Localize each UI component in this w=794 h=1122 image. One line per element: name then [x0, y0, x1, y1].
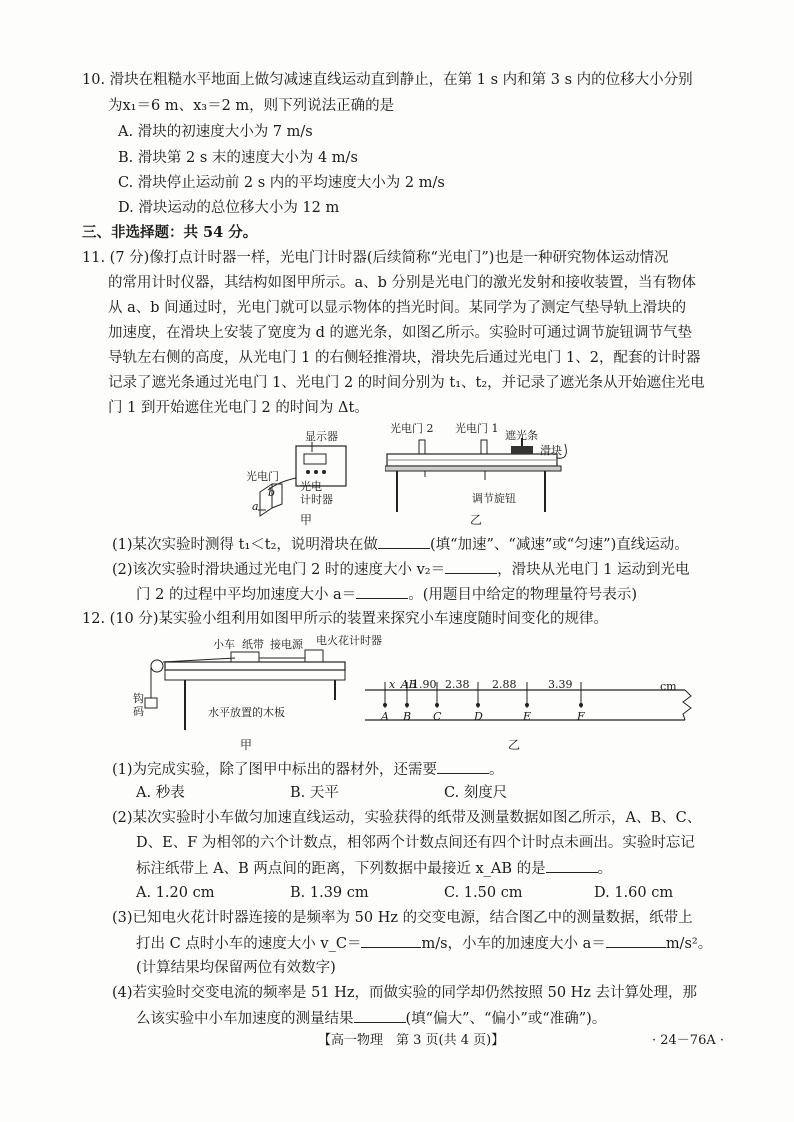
q12-part2-d: D. 1.60 cm: [594, 885, 674, 901]
q11-stem-line1: 11. (7 分)像打点计时器一样，光电门计时器(后续简称“光电门”)也是一种研究物体运动情况: [82, 250, 669, 266]
q12-part4-line1: (4)若实验时交变电流的频率是 51 Hz，而做实验的同学却仍然按照 50 Hz 去计算处理，那: [112, 985, 698, 1001]
q12-part4-line2: 么该实验中小车加速度的测量结果 (填“偏大”、“偏小”或“准确”)。: [136, 1008, 606, 1029]
q11-stem-line7: 门 1 到开始遮住光电门 2 的时间为 Δt。: [108, 400, 369, 416]
q12-part1-c: C. 刻度尺: [444, 785, 508, 801]
page-footer: 【高一物理 第 3 页(共 4 页)】: [318, 1033, 505, 1048]
q11-part2-line2: 门 2 的过程中平均加速度大小 a＝ 。(用题目中给定的物理量符号表示): [136, 584, 637, 605]
q10-stem-line1: 10. 滑块在粗糙水平地面上做匀减速直线运动直到静止，在第 1 s 内和第 3 s 内的位移大小分别: [82, 72, 693, 88]
label-gate2: 光电门 2: [390, 422, 434, 435]
q11-stem-line6: 记录了遮光条通过光电门 1、光电门 2 的时间分别为 t₁、t₂，并记录了遮光条从开始遮住光电: [108, 375, 705, 391]
label-timer-2: 计时器: [300, 493, 333, 506]
q12-part1-a: A. 秒表: [136, 785, 185, 801]
label-power: 接电源: [270, 638, 303, 651]
q11-stem-line2: 的常用计时仪器，其结构如图甲所示。a、b 分别是光电门的激光发射和接收装置，当有物体: [108, 275, 697, 291]
q12-part1-b: B. 天平: [290, 785, 339, 801]
caption-jia: 甲: [300, 513, 313, 527]
q12-part2-c: C. 1.50 cm: [444, 885, 523, 901]
label-gate1: 光电门 1: [455, 422, 499, 435]
label-tape: 纸带: [242, 638, 264, 651]
caption-yi-12: 乙: [508, 738, 521, 752]
tape-unit: cm: [660, 680, 677, 693]
tape-d2: 2.38: [445, 678, 470, 691]
label-timer-1: 光电: [300, 480, 322, 493]
tape-point-d: D: [474, 710, 483, 723]
tape-d4: 3.39: [548, 678, 573, 691]
q12-part2-a: A. 1.20 cm: [136, 885, 215, 901]
label-car: 小车: [213, 638, 235, 651]
q12-part3-line2: 打出 C 点时小车的速度大小 v_C＝ m/s，小车的加速度大小 a＝ m/s²。: [136, 933, 712, 954]
q12-part2-b: B. 1.39 cm: [290, 885, 369, 901]
label-slider: 滑块: [540, 444, 562, 457]
q12-part3-line3: (计算结果均保留两位有效数字): [136, 960, 336, 976]
q11-part2-line1: (2)该次实验时滑块通过光电门 2 时的速度大小 v₂＝ ，滑块从光电门 1 运动到光电: [112, 559, 690, 580]
label-weight-2: 码: [133, 705, 144, 718]
exam-code: · 24－76A ·: [652, 1033, 725, 1048]
q12-figure-jia: [135, 640, 355, 735]
q12-part2-line2: D、E、F 为相邻的六个计数点，相邻两个计数点间还有四个计时点未画出。实验时忘记: [136, 835, 695, 851]
label-b: b: [268, 486, 276, 499]
label-strip: 遮光条: [505, 429, 538, 442]
q12-part1: (1)为完成实验，除了图甲中标出的器材外，还需要 。: [112, 759, 504, 780]
q12-part2-line3: 标注纸带上 A、B 两点间的距离，下列数据中最接近 x_AB 的是 。: [136, 858, 612, 879]
q11-stem-line3: 从 a、b 间通过时，光电门就可以显示物体的挡光时间。某同学为了测定气垫导轨上滑块的: [108, 300, 687, 316]
q12-stem: 12. (10 分)某实验小组利用如图甲所示的装置来探究小车速度随时间变化的规律。: [82, 611, 609, 627]
label-weight-1: 钩: [133, 692, 144, 705]
q10-option-a: A. 滑块的初速度大小为 7 m/s: [118, 124, 313, 140]
tape-point-e: E: [523, 710, 532, 723]
q11-part1: (1)某次实验时测得 t₁＜t₂，说明滑块在做 (填“加速”、“减速”或“匀速”)直线运动。: [112, 534, 689, 555]
q12-part2-line1: (2)某次实验时小车做匀加速直线运动，实验获得的纸带及测量数据如图乙所示，A、B、C、: [112, 810, 702, 826]
q10-option-b: B. 滑块第 2 s 末的速度大小为 4 m/s: [118, 150, 358, 166]
tape-xab: x_AB: [389, 678, 417, 691]
section-heading: 三、非选择题：共 54 分。: [82, 224, 258, 241]
tape-d1: 1.90: [412, 678, 437, 691]
q12-part3-line1: (3)已知电火花计时器连接的是频率为 50 Hz 的交变电源，结合图乙中的测量数据，纸带上: [112, 910, 693, 926]
q11-stem-line4: 加速度，在滑块上安装了宽度为 d 的遮光条，如图乙所示。实验时可通过调节旋钮调节气垫: [108, 325, 692, 341]
q11-stem-line5: 导轨左右侧的高度，从光电门 1 的右侧轻推滑块，滑块先后通过光电门 1、2，配套的计时器: [108, 350, 701, 366]
label-display: 显示器: [305, 430, 338, 443]
tape-point-a: A: [381, 710, 389, 723]
label-knob: 调节旋钮: [472, 492, 516, 505]
label-board: 水平放置的木板: [208, 706, 285, 719]
label-photogate: 光电门: [246, 470, 279, 483]
tape-point-b: B: [403, 710, 412, 723]
caption-jia-12: 甲: [240, 738, 253, 752]
tape-d3: 2.88: [492, 678, 517, 691]
caption-yi: 乙: [470, 513, 483, 527]
tape-point-f: F: [577, 710, 585, 723]
label-spark-timer: 电火花计时器: [316, 634, 382, 647]
q10-option-d: D. 滑块运动的总位移大小为 12 m: [118, 200, 340, 216]
label-a: a: [252, 500, 259, 513]
q10-stem-line2: 为x₁＝6 m、x₃＝2 m，则下列说法正确的是: [108, 98, 395, 114]
tape-point-c: C: [433, 710, 442, 723]
q10-option-c: C. 滑块停止运动前 2 s 内的平均速度大小为 2 m/s: [118, 175, 445, 191]
